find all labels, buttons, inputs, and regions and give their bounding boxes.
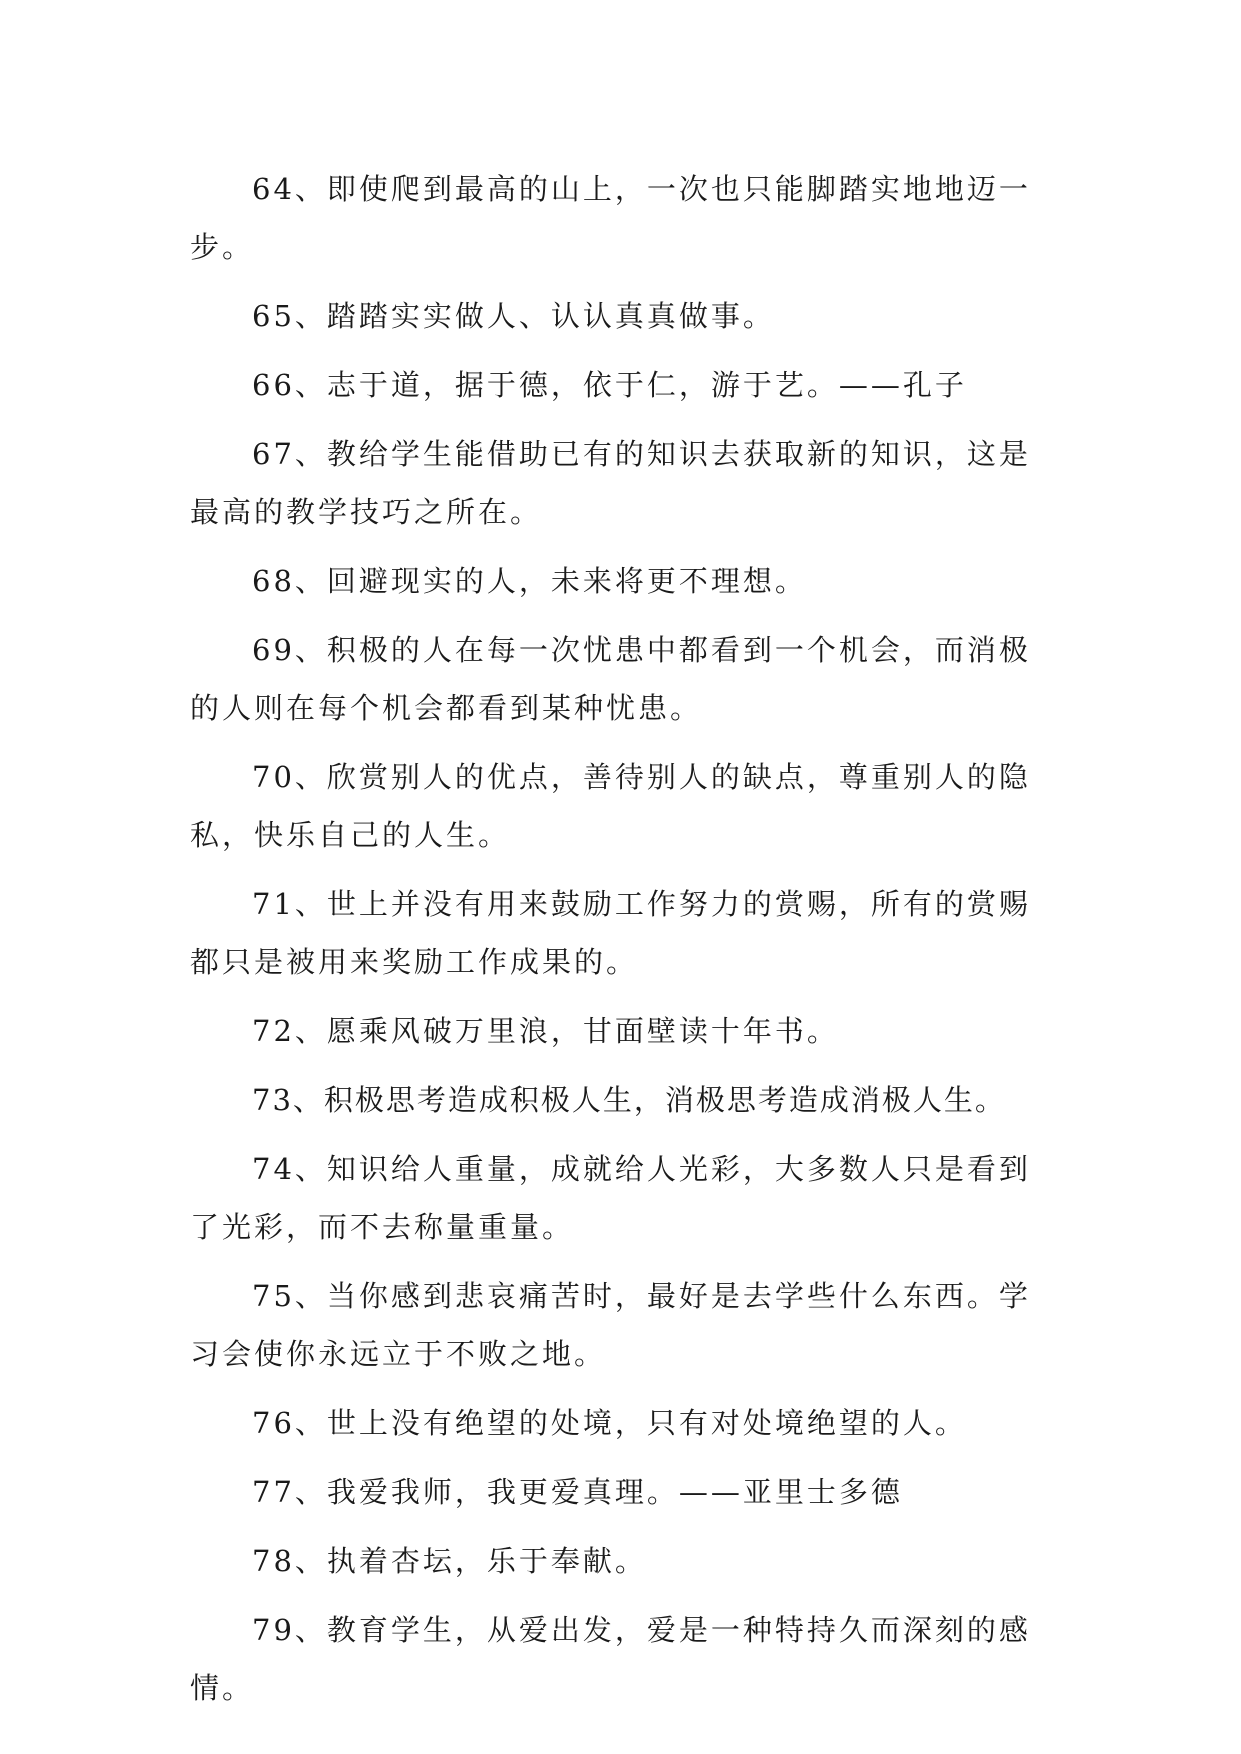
paragraph-72: 72、愿乘风破万里浪，甘面壁读十年书。 [252, 1014, 839, 1048]
paragraph-74: 74、知识给人重量，成就给人光彩，大多数人只是看到了光彩，而不去称量重量。 [190, 1152, 1031, 1244]
paragraph-64: 64、即使爬到最高的山上，一次也只能脚踏实地地迈一步。 [190, 172, 1031, 264]
paragraph-76: 76、世上没有绝望的处境，只有对处境绝望的人。 [252, 1406, 967, 1440]
paragraph-73: 73、积极思考造成积极人生，消极思考造成消极人生。 [252, 1083, 1006, 1117]
paragraph-65: 65、踏踏实实做人、认认真真做事。 [252, 299, 775, 333]
paragraph-66: 66、志于道，据于德，依于仁，游于艺。——孔子 [252, 368, 967, 402]
paragraph-68: 68、回避现实的人，未来将更不理想。 [252, 564, 807, 598]
paragraph-70: 70、欣赏别人的优点，善待别人的缺点，尊重别人的隐私，快乐自己的人生。 [190, 760, 1031, 852]
paragraph-77: 77、我爱我师，我更爱真理。——亚里士多德 [252, 1475, 903, 1509]
document-body [190, 160, 1055, 1728]
paragraph-69: 69、积极的人在每一次忧患中都看到一个机会，而消极的人则在每个机会都看到某种忧患。 [190, 633, 1031, 725]
paragraph-67: 67、教给学生能借助已有的知识去获取新的知识，这是最高的教学技巧之所在。 [190, 437, 1031, 529]
paragraph-75: 75、当你感到悲哀痛苦时，最好是去学些什么东西。学习会使你永远立于不败之地。 [190, 1279, 1031, 1371]
paragraph-71: 71、世上并没有用来鼓励工作努力的赏赐，所有的赏赐都只是被用来奖励工作成果的。 [190, 887, 1031, 979]
paragraph-78: 78、执着杏坛，乐于奉献。 [252, 1544, 647, 1578]
paragraph-79: 79、教育学生，从爱出发，爱是一种特持久而深刻的感情。 [190, 1613, 1031, 1705]
